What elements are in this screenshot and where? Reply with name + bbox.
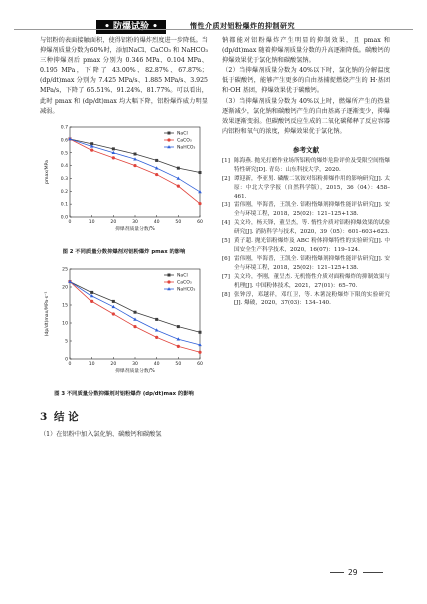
reference-number: [8] — [222, 291, 230, 298]
reference-item — [222, 175, 390, 202]
legend-marker — [168, 131, 171, 134]
y-tick-label: 5 — [65, 339, 68, 345]
data-point — [90, 300, 93, 303]
y-tick-label: 0 — [65, 357, 68, 363]
reference-item — [222, 237, 390, 255]
reference-item — [222, 273, 390, 291]
legend-marker — [168, 273, 171, 276]
data-point — [199, 331, 202, 334]
legend-label: CaCO₃ — [177, 138, 192, 144]
reference-item — [222, 255, 390, 273]
y-tick-label: 15 — [62, 303, 68, 309]
reference-text: 关文玲，李刚，董呈杰. 无机惰性介质对面粉爆炸的抑制效果与机理[J]. 中国粉体技术，2021，27(01)：65–70. — [234, 273, 390, 289]
legend-label: NaCl — [177, 131, 188, 137]
data-point — [198, 190, 202, 193]
references-title: 参考文献 — [293, 145, 319, 154]
references-list — [222, 157, 390, 308]
reference-text: 雷伟刚，毕海普，王凯全. 铝粉惰爆剂抑爆性能评估研究[J]. 安全与环境工程，2018，25(02)：121–125+138. — [234, 202, 390, 218]
x-tick-label: 20 — [110, 219, 117, 225]
reference-text: 张钟淳，邓越祥，邓红卫，等. 木薯淀粉爆炸下限的实验研究[J]. 爆破，2020，37(03)：134–140. — [234, 291, 390, 307]
reference-item — [222, 201, 390, 219]
references-section — [222, 145, 390, 308]
x-tick-label: 0 — [68, 219, 72, 225]
header-divider — [14, 29, 413, 30]
y-tick-label: 10 — [62, 321, 68, 327]
page-header — [0, 8, 427, 36]
reference-text: 关文玲，杨天锋，董呈杰，等. 惰性介质对铝粉抑爆效果的试验研究[J]. 消防科学与技术，2020，39（05）：601–603+623. — [234, 220, 390, 236]
reference-number: [7] — [222, 273, 230, 280]
y-tick-label: 0.5 — [60, 151, 68, 157]
data-point — [90, 148, 93, 151]
data-point — [199, 171, 202, 174]
x-tick-label: 10 — [88, 361, 95, 367]
data-point — [177, 345, 180, 348]
conclusion-para-3: （3）当抑爆剂质量分数为 40%以上时，燃爆所产生的热量逐渐减少，氯化钠和碳酸钙产生的自由基离子逐渐变少，抑爆效果逐渐变弱。但碳酸钙反应生成的二氧化碳稀释了反应容器内铝粉和氧气的浓度，抑爆效果优于氯化钠。 — [222, 97, 390, 135]
legend-label: NaHCO₃ — [177, 145, 196, 151]
data-point — [155, 173, 158, 176]
figure-3-caption: 图 3 不同质量分数抑爆剂对铝粉爆炸 (dp/dt)max 的影响 — [54, 390, 194, 397]
reference-item — [222, 219, 390, 237]
data-point — [177, 166, 180, 169]
conclusion-paragraph: （1）在铝粉中加入氯化钠、碳酸钙和碳酸氢 — [40, 430, 162, 438]
data-point — [198, 350, 201, 353]
x-tick-label: 40 — [153, 361, 160, 367]
reference-item — [222, 157, 390, 175]
data-point — [112, 300, 115, 303]
legend-marker — [167, 280, 170, 283]
reference-number: [5] — [222, 238, 230, 245]
section-number: 3 — [40, 410, 48, 423]
reference-text: 陈海燕. 抛光打磨作业场所铝粉的爆炸危险评价及受限空间惰爆特性研究[D]. 青岛：山东科技大学，2020. — [234, 157, 390, 173]
reference-text: 谭迎新，李亚男. 磷酸二氢铵对铝粉抑爆作用的影响研究[J]. 太原：中北大学学报（自然科学版），2015，36（04）：458–461. — [234, 175, 390, 200]
data-point — [177, 184, 180, 187]
data-point — [133, 164, 136, 167]
x-tick-label: 50 — [175, 219, 182, 225]
data-point — [198, 202, 201, 205]
data-point — [134, 310, 137, 313]
y-axis-label: (dp/dt)max/MPa·s⁻¹ — [45, 291, 50, 337]
reference-number: [3] — [222, 202, 230, 209]
y-tick-label: 0.1 — [60, 202, 68, 208]
x-tick-label: 50 — [175, 361, 182, 367]
x-axis-label: 抑爆剂质量分数/% — [115, 226, 155, 232]
conclusion-para-1: 钠都能对铝粉爆炸产生明显的抑制效果，且 pmax 和 (dp/dt)max 随着抑爆剂质量分数的升高逐渐降低。碳酸钙的抑爆效果优于氯化钠和碳酸氢钠。 — [222, 37, 390, 65]
reference-number: [4] — [222, 220, 230, 227]
y-axis-label: pmax/MPa — [45, 159, 50, 184]
data-point — [112, 156, 115, 159]
legend-label: NaCl — [177, 273, 188, 279]
y-tick-label: 0.6 — [60, 138, 68, 144]
x-tick-label: 60 — [197, 219, 203, 225]
x-tick-label: 60 — [197, 361, 203, 367]
x-tick-label: 40 — [153, 219, 160, 225]
y-tick-label: 25 — [62, 267, 68, 273]
data-point — [112, 312, 115, 315]
legend-marker — [167, 138, 170, 141]
data-point — [134, 152, 137, 155]
figure-2-caption: 图 2 不同质量分数抑爆剂对铝粉爆炸 pmax 的影响 — [62, 248, 186, 255]
data-point — [133, 325, 136, 328]
section-heading — [40, 409, 208, 424]
reference-item — [222, 291, 390, 309]
y-tick-label: 0.7 — [60, 125, 68, 131]
section-tag: • 防爆试验 • — [96, 20, 166, 34]
y-tick-label: 20 — [62, 285, 68, 291]
right-column — [222, 36, 390, 308]
reference-number: [6] — [222, 255, 230, 262]
page-number-rule-right — [363, 572, 383, 573]
figure-3 — [40, 263, 208, 397]
y-tick-label: 0.2 — [60, 189, 68, 195]
figure-2-chart — [40, 121, 208, 243]
legend-label: CaCO₃ — [177, 280, 192, 286]
data-point — [155, 336, 158, 339]
x-tick-label: 30 — [132, 361, 138, 367]
figure-3-chart — [40, 263, 208, 385]
x-tick-label: 30 — [132, 219, 138, 225]
data-point — [112, 147, 115, 150]
data-point — [155, 159, 158, 162]
y-tick-label: 0.0 — [60, 215, 68, 221]
section-title: 结 论 — [54, 410, 79, 423]
y-tick-label: 0.4 — [60, 163, 68, 169]
page-number-rule-left — [330, 572, 344, 573]
conclusion-para-2: （2）当抑爆剂质量分数为 40%以下时，氯化钠的分解温度低于碳酸钙，能够产生更多的自由基捕捉燃烧产生的 H·基团和·OH 基团，抑爆效果优于碳酸钙。 — [222, 67, 390, 95]
conclusion-section — [40, 409, 208, 440]
x-tick-label: 0 — [68, 361, 72, 367]
reference-text: 雷伟刚，毕海普，王凯全. 铝粉惰爆剂抑爆性能评估研究[J]. 安全与环境工程，2018，25(02)：121–125+138. — [234, 255, 390, 271]
page-number: 29 — [348, 568, 358, 577]
data-point — [177, 325, 180, 328]
x-tick-label: 10 — [88, 219, 95, 225]
x-tick-label: 20 — [110, 361, 117, 367]
series-line-NaCl — [70, 139, 200, 173]
left-column — [40, 36, 208, 440]
intro-paragraph: 与铝粉的表面接触面积，使得铝粉的爆炸烈度进一步降低。当抑爆剂质量分数为60%时，添加NaCl、CaCO₃ 和 NaHCO₃ 三种抑爆剂后 pmax 分别为 0.346 MPa、0.104 MPa、0.195 MPa，下降了 43.00%、82.87%、67.87%；(dp/dt)max 分别为 7.425 MPa/s、1.885 MPa/s、3.925 MPa/s，下降了 65.51%、91.24%、81.77%。可以看出，此时 pmax 和 (dp/dt)max 均大幅下降，铝粉爆炸威力明显减弱。 — [40, 37, 208, 115]
reference-number: [2] — [222, 175, 230, 182]
figure-2 — [40, 121, 208, 255]
data-point — [90, 294, 94, 297]
running-title: 惰性介质对铝粉爆炸的抑制研究 — [190, 22, 295, 30]
legend-label: NaHCO₃ — [177, 287, 196, 293]
data-point — [90, 291, 93, 294]
y-tick-label: 0.3 — [60, 176, 68, 182]
reference-number: [1] — [222, 157, 230, 164]
reference-text: 黄子超. 抛光铝粉爆炸及 ABC 粉体抑爆特性的实验研究[J]. 中国安全生产科学技术，2020，16(07)：119–124. — [234, 238, 390, 253]
data-point — [155, 318, 158, 321]
x-axis-label: 抑爆剂质量分数/% — [115, 368, 155, 374]
